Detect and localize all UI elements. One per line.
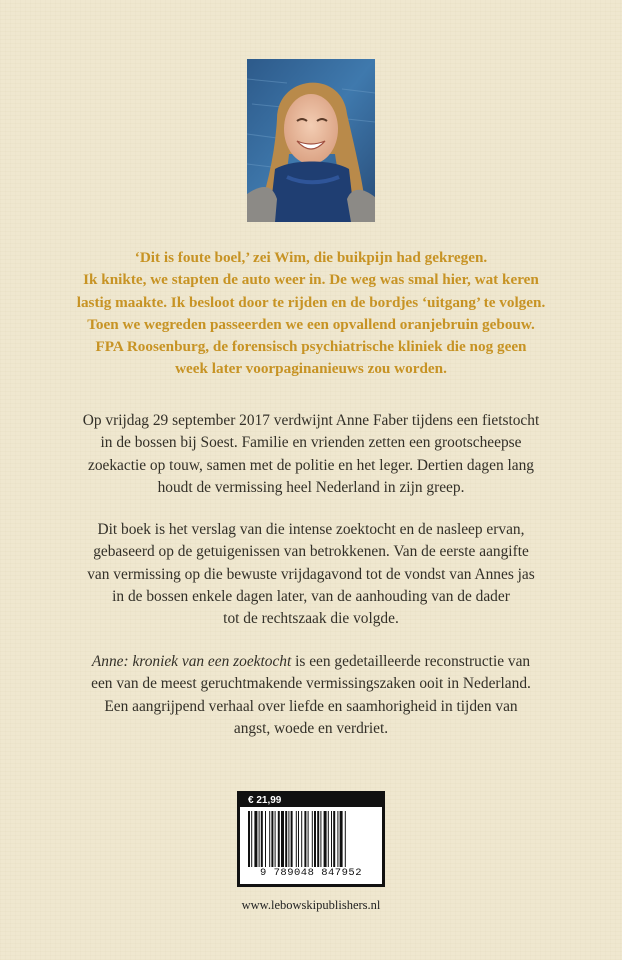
- blurb-paragraph-1: [0, 410, 622, 499]
- quote-line: Ik knikte, we stapten de auto weer in. De weg was smal hier, wat keren: [83, 271, 539, 289]
- author-photo: [247, 59, 375, 222]
- quote-line: Toen we wegreden passeerden we een opvallend oranjebruin gebouw.: [87, 315, 535, 333]
- blurb-line: een van de meest geruchtmakende vermissingszaken ooit in Nederland.: [91, 675, 531, 693]
- blurb-paragraph-3: [0, 651, 622, 740]
- quote-line: lastig maakte. Ik besloot door te rijden en de bordjes ‘uitgang’ te volgen.: [76, 293, 546, 311]
- blurb-line: zoekactie op touw, samen met de politie en het leger. Dertien dagen lang: [87, 456, 535, 474]
- blurb-line: [0, 651, 622, 673]
- blurb-line: in de bossen enkele dagen later, van de aanhouding van de dader: [112, 587, 510, 605]
- blurb-line: van vermissing op die bewuste vrijdagavond tot de vondst van Annes jas: [87, 565, 535, 583]
- blurb-line: Op vrijdag 29 september 2017 verdwijnt Anne Faber tijdens een fietstocht: [82, 412, 540, 429]
- blurb-line: angst, woede en verdriet.: [233, 719, 389, 737]
- price-bar: [240, 794, 382, 807]
- blurb-line: houdt de vermissing heel Nederland in zijn greep.: [157, 478, 465, 496]
- barcode-box: [237, 791, 385, 887]
- price-label: € 21,99: [248, 795, 282, 806]
- isbn-number: 9 789048 847952: [259, 867, 362, 879]
- quote-line: FPA Roosenburg, de forensisch psychiatrische kliniek die nog geen: [95, 338, 527, 356]
- publisher-website: www.lebowskipublishers.nl: [241, 898, 381, 912]
- blurb-line: tot de rechtszaak die volgde.: [223, 610, 399, 628]
- barcode-icon: [246, 811, 376, 867]
- blurb-line: Een aangrijpend verhaal over liefde en saamhorigheid in tijden van: [104, 697, 518, 715]
- quote-line: week later voorpaginanieuws zou worden.: [175, 360, 447, 378]
- blurb-line-rest: is een gedetailleerde reconstructie van: [291, 653, 531, 670]
- excerpt-quote: [0, 247, 622, 381]
- blurb-line: gebaseerd op de getuigenissen van betrokkenen. Van de eerste aangifte: [93, 543, 529, 561]
- blurb-line: in de bossen bij Soest. Familie en vrienden zetten een grootscheepse: [100, 434, 522, 452]
- blurb-line: Dit boek is het verslag van die intense zoektocht en de nasleep ervan,: [97, 521, 525, 538]
- book-title: Anne: kroniek van een zoektocht: [91, 653, 292, 670]
- blurb-paragraph-2: [0, 519, 622, 630]
- quote-line: ‘Dit is foute boel,’ zei Wim, die buikpijn had gekregen.: [134, 249, 488, 266]
